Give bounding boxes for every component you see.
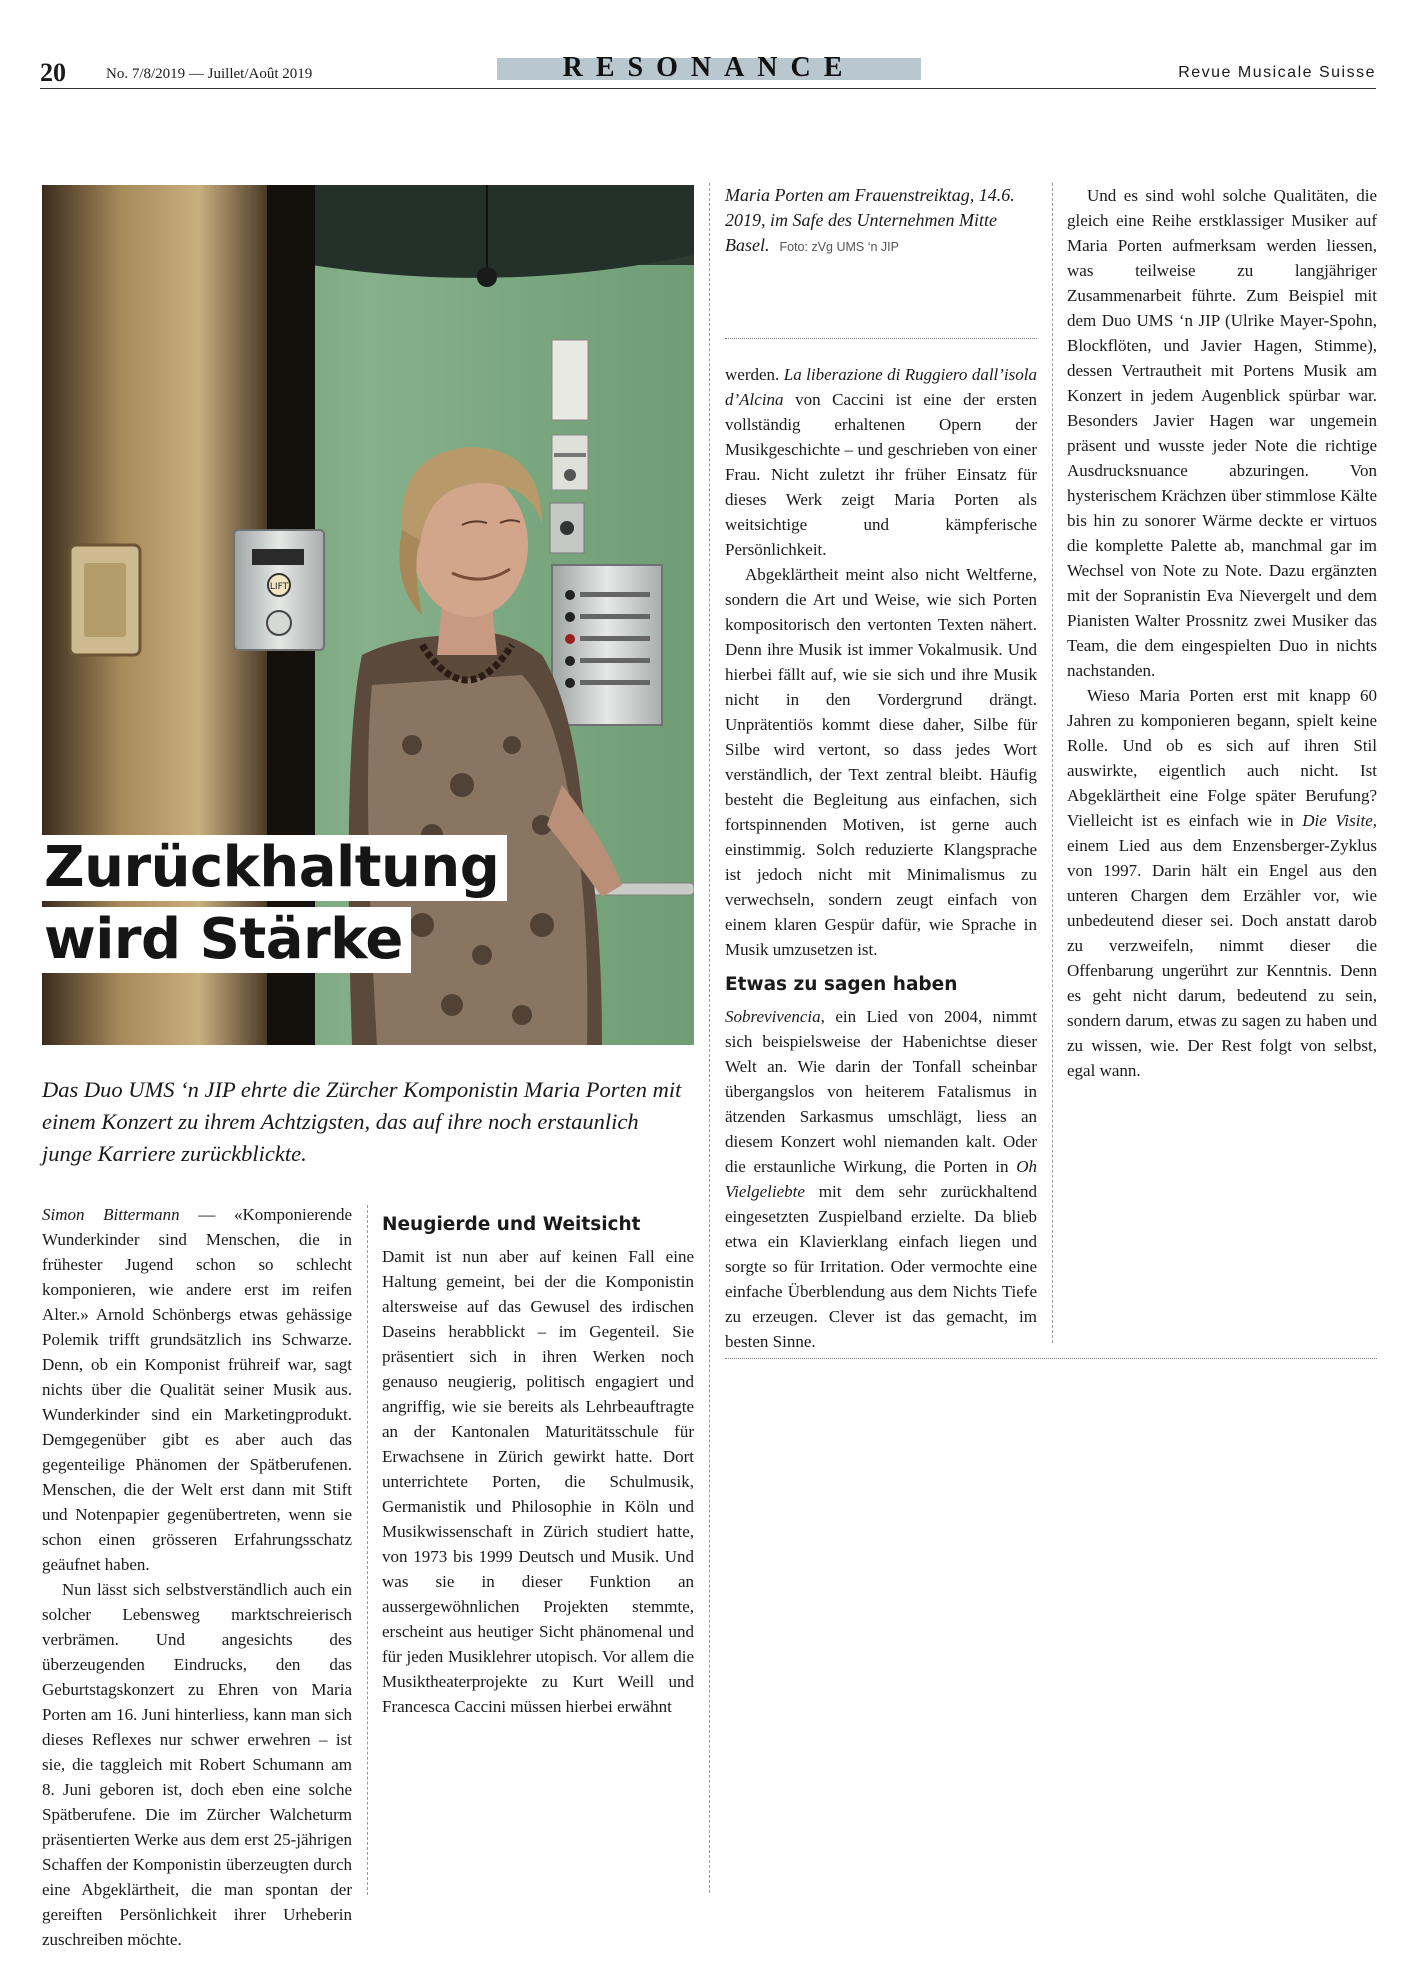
text-column-4 (1067, 183, 1377, 1083)
headline-line-1: Zurückhaltung (42, 835, 507, 901)
paragraph-7 (1067, 683, 1377, 1083)
p3-cont-start: werden. (725, 365, 784, 384)
article-lead: Das Duo UMS ‘n JIP ehrte die Zürcher Komponistin Maria Porten mit einem Konzert zu ihrem Achtzigsten, das auf ihre noch erstaunlich junge Karriere zurückblickte. (42, 1077, 682, 1166)
column-divider-1 (367, 1205, 368, 1895)
p5-part-1: , ein Lied von 2004, nimmt sich beispielsweise der Habenichtse dieser Welt an. Wie darin der Tonfall scheinbar übergangslos von heiterem Fatalismus in ätzenden Sarkasmus umschlägt, liess an diesem Konzert wohl niemanden kalt. Oder die erstaunliche Wirkung, die Porten in (725, 1007, 1037, 1176)
photo-credit: Foto: zVg UMS ‘n JIP (779, 240, 899, 254)
caption-rule (725, 338, 1037, 339)
paragraph-5 (725, 1004, 1037, 1354)
paragraph-1 (42, 1202, 352, 1577)
page-number: 20 (40, 58, 66, 87)
p7-part-1: Wieso Maria Porten erst mit knapp 60 Jahren zu komponieren begann, spielt keine Rolle. Und ob es sich auf ihren Stil auswirkte, eigentlich auch nicht. Ist Abgeklärtheit eine Folge später Berufung? Vielleicht ist es einfach wie in (1067, 686, 1377, 830)
paragraph-1-text: — «Komponierende Wunderkinder sind Menschen, die in frühester Jugend schon so schlecht komponieren, wie andere erst im reifen Alter.» Arnold Schönbergs etwas gehässige Polemik trifft grundsätzlich ins Schwarze. Denn, ob ein Komponist frühreif war, sagt nichts über die Qualität seiner Musik aus. Wunderkinder sind ein Marketingprodukt. Demgegenüber gibt es aber auch das gegenteilige Phänomen der Spätberufenen. Menschen, die der Welt erst dann mit Stift und Notenpapier gegenübertreten, wenn sie schon einen grösseren Erfahrungsschatz geäufnet haben. (42, 1205, 352, 1574)
work-title-die-visite: Die Visite (1302, 811, 1373, 830)
issue-date: No. 7/8/2019 — Juillet/Août 2019 (106, 66, 313, 82)
p5-part-2: mit dem sehr zurückhaltend eingesetzten Zuspielband erzielte. Da blieb etwa ein Klavierklang einfach liegen und sorgte so für Irritation. Oder vermochte eine einfache Überblendung aus dem Nichts Tiefe zu erzeugen. Clever ist das gemacht, im besten Sinne. (725, 1182, 1037, 1351)
work-title-ruggiero: La liberazione di Ruggiero dall’isola d’Alcina (725, 365, 1037, 409)
text-column-3 (725, 362, 1037, 1354)
paragraph-4: Abgeklärtheit meint also nicht Weltferne, sondern die Art und Weise, wie sich Porten kompositorisch den vertonten Texten nähert. Denn ihre Musik ist immer Vokalmusik. Und hierbei fällt auf, wie sie sich und ihre Musik nicht in den Vordergrund drängt. Unprätentiös kommt diese daher, Silbe für Silbe wird vertont, so dass jedes Wort verständlich, der Text zentral bleibt. Häufig besteht die Begleitung aus einfachen, sich fortspinnenden Motiven, ist gerne auch einstimmig. Solch reduzierte Klangsprache ist jedoch nicht mit Minimalismus zu verwechseln, sondern zeugt einfach von einem klaren Gespür dafür, wie Sprache in Musik umzusetzen ist. (725, 565, 1037, 959)
text-column-1 (42, 1202, 352, 1952)
publication-name: Revue Musicale Suisse (1178, 64, 1376, 81)
paragraph-3: Damit ist nun aber auf keinen Fall eine Haltung gemeint, bei der die Komponistin altersweise auf das Gewusel des irdischen Daseins herabblickt – im Gegenteil. Sie präsentiert sich in ihren Werken noch genauso neugierig, politisch engagiert und angriffig, wie sie bereits als Lehrbeauftragte an der Kantonalen Maturitätsschule für Erwachsene in Zürich gewirkt hatte. Dort unterrichtete Porten, die Schulmusik, Germanistik und Philosophie in Köln und Musikwissenschaft in Zürich studiert hatte, von 1973 bis 1999 Deutsch und Musik. Und was sie in dieser Funktion an aussergewöhnlichen Projekten stemmte, erscheint aus heutiger Sicht phänomenal und für jeden Musiklehrer utopisch. Vor allem die Musiktheaterprojekte zu Kurt Weill und Francesca Caccini müssen hierbei erwähnt (382, 1247, 694, 1716)
caption-text: Maria Porten am Frauenstreiktag, 14.6. 2019, im Safe des Unternehmen Mitte Basel. (725, 185, 1015, 255)
section-title: RESONANCE (562, 52, 856, 83)
lift-button-label: LIFT (269, 582, 289, 592)
work-title-oh-vielgeliebte: Oh Vielgeliebte (725, 1157, 1037, 1201)
p3-cont-rest: von Caccini ist eine der ersten vollständig erhaltenen Opern der Musikgeschichte – und geschrieben von einer Frau. Nicht zuletzt ihr früher Einsatz für dieses Werk zeigt Maria Porten als weitsichtige und kämpferische Persönlichkeit. (725, 390, 1037, 559)
paragraph-3-continued (725, 362, 1037, 562)
subheading-etwas-zu-sagen: Etwas zu sagen haben (725, 974, 958, 995)
paragraph-2: Nun lässt sich selbstverständlich auch ein solcher Lebensweg marktschreierisch verbrämen. Und angesichts des überzeugenden Eindrucks, den das Geburtstagskonzert zu Ehren von Maria Porten am 16. Juni hinterliess, kann man sich dieses Reflexes nur schwer erwehren – ist sie, die taggleich mit Robert Schumann am 8. Juni geboren ist, doch eben eine solche Spätberufene. Die im Zürcher Walcheturm präsentierten Werke aus dem erst 25-jährigen Schaffen der Komponistin überzeugten durch eine Abgeklärtheit, die man spontan der gereiften Persönlichkeit ihrer Urheberin zuschreiben möchte. (42, 1580, 352, 1949)
p7-part-2: , einem Lied aus dem Enzensberger-Zyklus von 1997. Darin hält ein Engel aus den unteren Chargen dem Erzähler vor, wie unbedeutend dieser sei. Doch anstatt darob zu verzweifeln, nimmt dieser die Offenbarung ungerührt zur Kenntnis. Denn es geht nicht darum, bedeutend zu sein, sondern darum, etwas zu sagen zu haben und zu wissen, wie. Der Rest folgt von selbst, egal wann. (1067, 811, 1377, 1080)
headline-line-2: wird Stärke (42, 907, 411, 973)
column-divider-3 (1052, 183, 1053, 1343)
column-divider-2 (709, 183, 710, 1893)
author-name: Simon Bittermann (42, 1205, 180, 1224)
photo-caption (725, 183, 1037, 258)
work-title-sobrevivencia: Sobrevivencia (725, 1007, 821, 1026)
text-column-2 (382, 1202, 694, 1719)
subheading-neugierde: Neugierde und Weitsicht (382, 1214, 641, 1235)
end-rule (725, 1358, 1377, 1359)
header-rule (40, 88, 1376, 89)
article-headline (42, 835, 507, 979)
paragraph-6: Und es sind wohl solche Qualitäten, die gleich eine Reihe erstklassiger Musiker auf Maria Porten aufmerksam werden liessen, was teilweise zu langjähriger Zusammenarbeit führte. Zum Beispiel mit dem Duo UMS ‘n JIP (Ulrike Mayer-Spohn, Blockflöten, und Javier Hagen, Stimme), dessen Vertrautheit mit Portens Musik am Konzert in jedem Augenblick spürbar war. Besonders Javier Hagen war ungemein präsent und wusste jeder Note die richtige Ausdrucksnuance abzuringen. Von hysterischem Krächzen über stimmlose Kälte bis hin zu sonorer Wärme deckte er virtuos die komplette Palette ab, manchmal gar im Wechsel von Note zu Note. Dazu ergänzten mit der Sopranistin Eva Nievergelt und dem Pianisten Walter Prossnitz zwei Musiker das Team, die dem eingespielten Duo in nichts nachstanden. (1067, 186, 1377, 680)
